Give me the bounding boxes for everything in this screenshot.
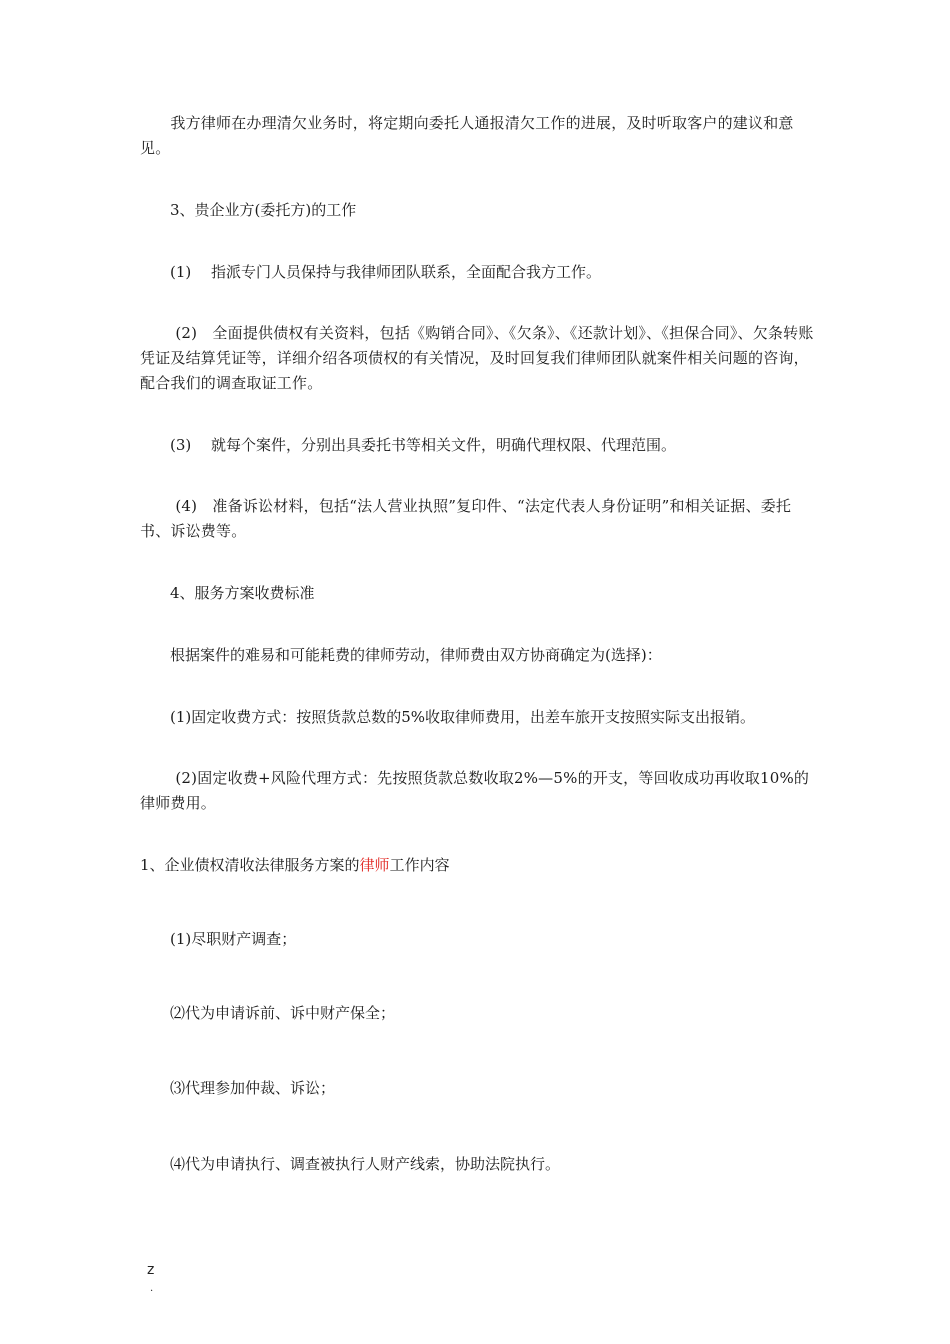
heading-lawyer-work xyxy=(140,853,820,878)
footer-dot: . xyxy=(150,1283,154,1294)
paragraph-fee-intro: 根据案件的难易和可能耗费的律师劳动，律师费由双方协商确定为(选择)： xyxy=(140,646,662,664)
heading-fee-standard: 4、服务方案收费标准 xyxy=(140,584,315,602)
list-item-work-2: ⑵代为申请诉前、诉中财产保全； xyxy=(140,1004,396,1022)
paragraph-progress-report: 我方律师在办理清欠业务时，将定期向委托人通报清欠工作的进展，及时听取客户的建议和意见。 xyxy=(140,114,794,157)
list-item-duty-2: (2) 全面提供债权有关资料，包括《购销合同》、《欠条》、《还款计划》、《担保合同》、欠条转账凭证及结算凭证等，详细介绍各项债权的有关情况，及时回复我们律师团队就案件相关问题的咨询，配合我们的调查取证工作。 xyxy=(140,324,814,392)
lawyer-link[interactable]: 律师 xyxy=(359,856,390,874)
list-item-duty-4: (4) 准备诉讼材料，包括“法人营业执照”复印件、“法定代表人身份证明”和相关证据、委托书、诉讼费等。 xyxy=(140,497,792,540)
list-item-fee-2: (2)固定收费+风险代理方式：先按照货款总数收取2%—5%的开支，等回收成功再收取10%的律师费用。 xyxy=(140,769,810,812)
list-item-work-1: (1)尽职财产调查； xyxy=(140,930,297,948)
heading-lawyer-work-text-a: 1、企业债权清收法律服务方案的 xyxy=(140,856,360,874)
footer-mark: z xyxy=(147,1262,155,1278)
heading-lawyer-work-text-b: 工作内容 xyxy=(389,856,450,874)
list-item-duty-3: (3) 就每个案件，分别出具委托书等相关文件，明确代理权限、代理范围。 xyxy=(140,436,677,454)
heading-client-duties: 3、贵企业方(委托方)的工作 xyxy=(140,201,357,219)
list-item-work-3: ⑶代理参加仲裁、诉讼； xyxy=(140,1079,336,1097)
list-item-fee-1: (1)固定收费方式：按照货款总数的5%收取律师费用，出差车旅开支按照实际支出报销。 xyxy=(140,708,756,726)
list-item-duty-1: (1) 指派专门人员保持与我律师团队联系，全面配合我方工作。 xyxy=(140,263,602,281)
list-item-work-4: ⑷代为申请执行、调查被执行人财产线索，协助法院执行。 xyxy=(140,1155,561,1173)
